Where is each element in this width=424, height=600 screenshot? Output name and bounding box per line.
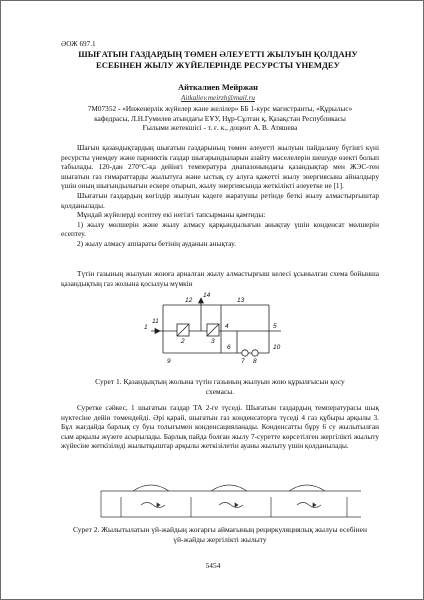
paragraph: Мұндай жүйелерді есептеу екі негізгі тапсырманы қамтиды: <box>77 210 266 220</box>
figure-2-caption <box>61 525 379 545</box>
figure-label: 8 <box>253 358 257 365</box>
body-block-2 <box>61 269 379 288</box>
figure-label: 10 <box>273 344 281 351</box>
udc-code: ӘОЖ 697.1 <box>61 40 96 48</box>
figure-label: 14 <box>203 292 211 299</box>
paragraph: Түтін газының жылуын жоюға арналған жылу алмастырғыш келесі ұсынылған схема бойынша қазандықтың газ жолына қосылуы мүмкін <box>61 269 379 288</box>
title-line-2: ЕСЕБІНЕН ЖЫЛУ ЖҮЙЕЛЕРІНДЕ РЕСУРСТЫ ҮНЕМДЕУ <box>96 60 340 70</box>
paper-title <box>49 49 387 71</box>
figure-label: 13 <box>237 297 245 304</box>
figure-label: 2 <box>181 338 185 345</box>
paragraph: Шығатын газдардың көгілдір жылуын кәдеге жаратушы ретінде беткі жылу алмастырғыштар қолданылады. <box>61 190 379 210</box>
figure-label: 12 <box>185 297 193 304</box>
paragraph: Суретке сәйкес, 1 шығатын газдар ТА 2-ге түседі. Шығатын газдардың температурасы шық нүктесіне дейін төмендейді. Әрі қарай, шығатын газ конденсаторға түседі 4 газ құбыры арқылы 3. Бұл жағдайда барлық су буы толығымен конденсацияланады. Конденсатты бұру 6 су жылытылған сым арқылы жүзеге асырылады. Барлық пайда болған жылу 7-суретте көрсетілген жергілікті жылыту жүйесіне жеткізіледі жылытқыштар арқылы жеткізілетін ауаны жылыту үшін қолданылады. <box>61 403 379 451</box>
figure-label: 9 <box>167 358 171 365</box>
figure-label: 4 <box>225 323 229 330</box>
title-line-1: ШЫҒАТЫН ГАЗДАРДЫҢ ТӨМЕН ӘЛЕУЕТТІ ЖЫЛУЫН ҚОЛДАНУ <box>78 49 358 59</box>
body-block-3 <box>61 403 379 451</box>
figure-label: 11 <box>152 318 159 325</box>
figure-2-drawing <box>61 477 379 521</box>
figure-1-caption <box>61 377 379 397</box>
figure-1-schematic <box>141 291 291 371</box>
affiliation-line: кафедрасы, Л.Н.Гумилев атындағы ЕҰУ, Нұр-Сұлтан қ, Қазақстан Республикасы <box>94 113 346 123</box>
list-item: 2) жылу алмасу аппараты бетінің ауданын анықтау. <box>77 238 236 248</box>
affiliation-line: Ғылыми жетекшісі - т. ғ. к., доцент А. В. Атяшева <box>142 123 298 133</box>
caption-line: Сурет 2. Жылытылатын үй-жайдың жоғарғы аймағының рециркуляциялық жылуы есебінен <box>72 525 367 534</box>
figure-label: 3 <box>211 338 215 345</box>
figure-label: 1 <box>144 324 148 331</box>
author-name: Айткалиев Мейржан <box>178 83 258 92</box>
affiliation-line: 7М07352 - «Инженерлік жүйелер және желілер» ББ 1-курс магистранты, «Құрылыс» <box>87 104 353 113</box>
page-number: 5454 <box>205 561 221 570</box>
body-block-1 <box>61 143 379 249</box>
caption-line: үй-жайды жергілікті жылыту <box>173 535 267 544</box>
affiliation <box>61 104 379 133</box>
figure-label: 5 <box>273 323 277 330</box>
paragraph: Шағын қазандықтардың шығатын газдарының төмен әлеуетті жылуын пайдалану бүгінгі күні ресурсты үнемдеу және парниктік газдар шығарындыларын азайту мәселелерін шешуде өзекті болып табылады. 120-дан 270°С-қа дейінгі температура диапазонындағы қазандықтар мен ЖЭС-тен шығатын газ ғимараттарды жылытуға және ыстық су алуға қажетті жылу энергиясына айналдыру үшін оның шығындылығын ескере отырып, жылу энергиясында жеткілікті әлеуетке ие [1]. <box>61 143 379 191</box>
figure-label: 7 <box>241 358 245 365</box>
author-email[interactable]: Aitkaliev.meirzh@mail.ru <box>181 94 255 102</box>
caption-line: Сурет 1. Қазандықтың жолына түтін газының жылуын жою құрылғысын қосу <box>95 377 345 386</box>
caption-line: схемасы. <box>205 387 235 396</box>
list-item: 1) жылу мөлшерін және жылу алмасу қарқындылығын анықтау үшін конденсат мөлшерін есептеу. <box>61 219 379 239</box>
figure-label: 6 <box>227 344 231 351</box>
